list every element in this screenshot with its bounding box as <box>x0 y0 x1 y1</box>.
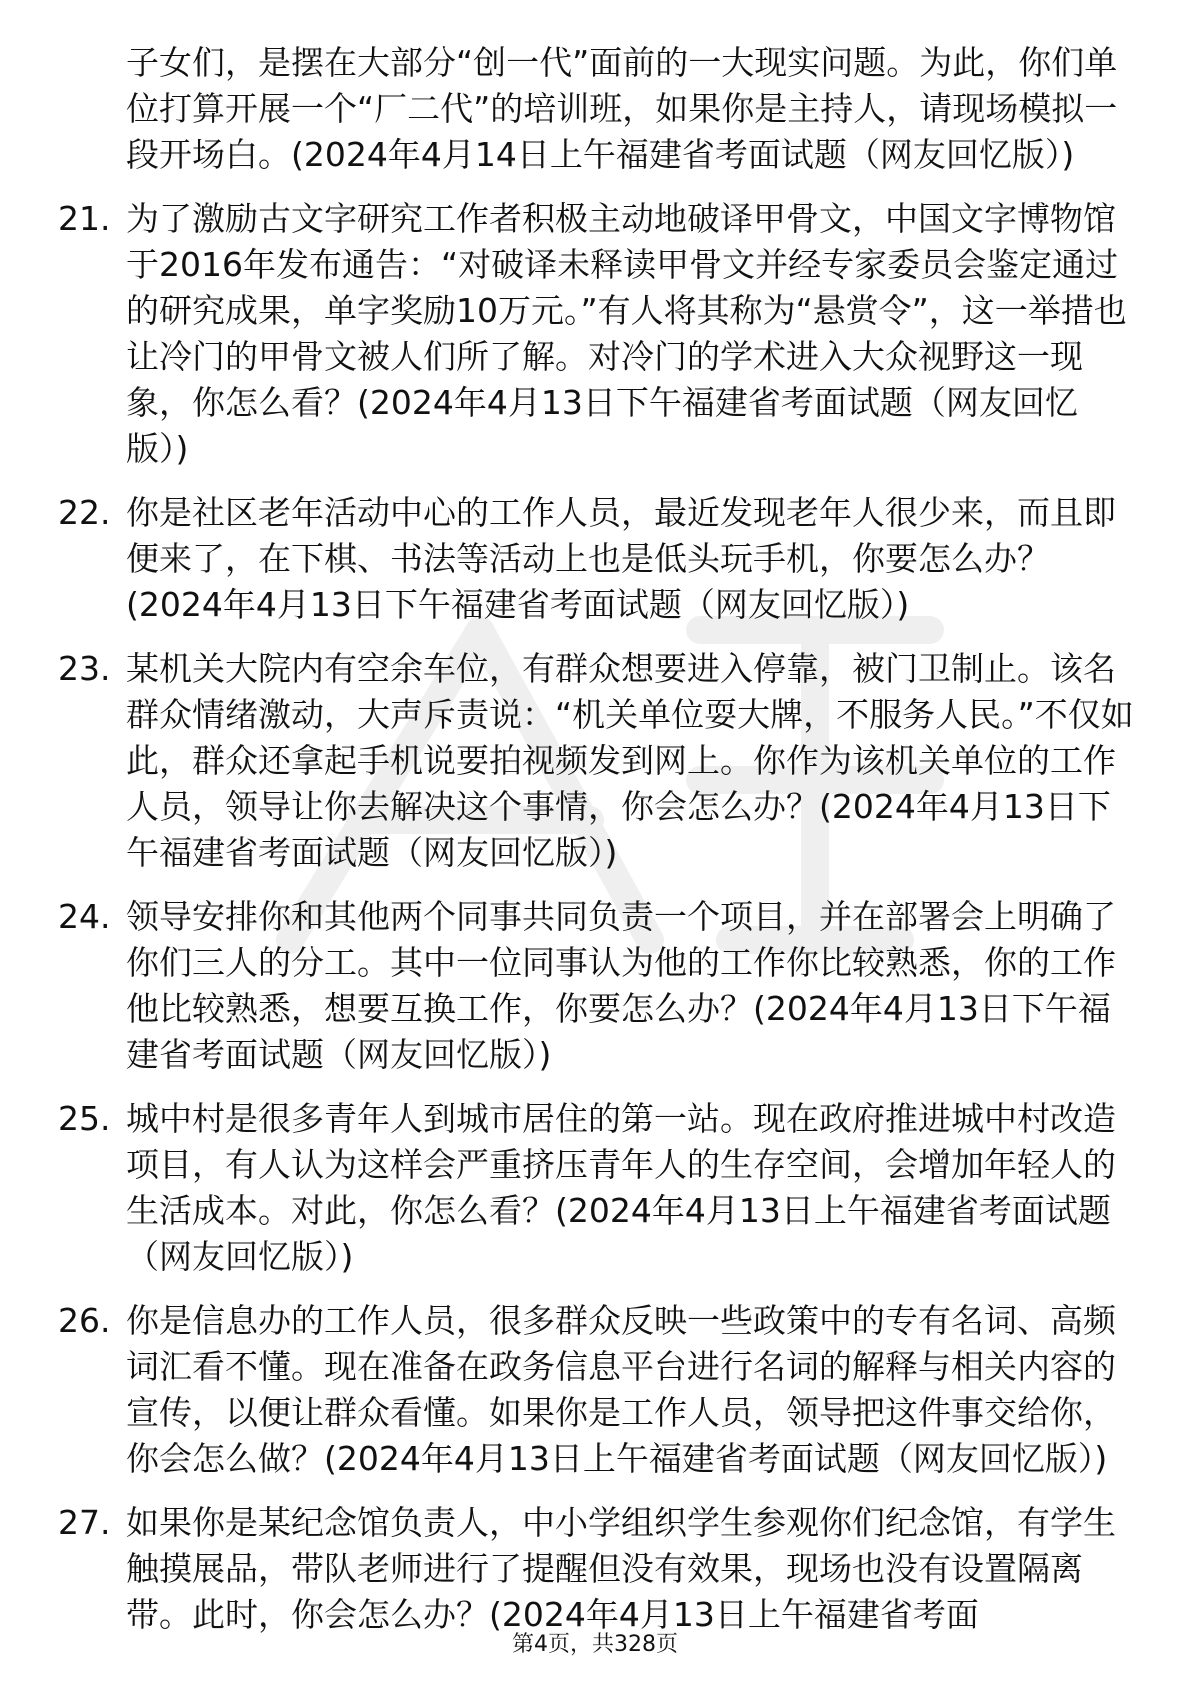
question-text: 领导安排你和其他两个同事共同负责一个项目，并在部署会上明确了你们三人的分工。其中一位同事认为他的工作你比较熟悉，你的工作他比较熟悉，想要互换工作，你要怎么办？(2024年4月13日下午福建省考面试题（网友回忆版）) <box>126 897 1116 1074</box>
question-number: 26. <box>58 1301 111 1340</box>
question-item-27 <box>58 1500 1138 1638</box>
question-number: 25. <box>58 1099 111 1138</box>
question-item-25 <box>58 1096 1138 1280</box>
continued-question-text: 子女们，是摆在大部分“创一代”面前的一大现实问题。为此，你们单位打算开展一个“厂二代”的培训班，如果你是主持人，请现场模拟一段开场白。(2024年4月14日上午福建省考面试题（网友回忆版）) <box>126 43 1118 174</box>
question-number: 22. <box>58 493 111 532</box>
question-text: 如果你是某纪念馆负责人，中小学组织学生参观你们纪念馆，有学生触摸展品，带队老师进行了提醒但没有效果，现场也没有设置隔离带。此时，你会怎么办？(2024年4月13日上午福建省考面 <box>126 1503 1116 1634</box>
page-footer: 第4页，共328页 <box>512 1632 678 1657</box>
question-text: 为了激励古文字研究工作者积极主动地破译甲骨文，中国文字博物馆于2016年发布通告：“对破译未释读甲骨文并经专家委员会鉴定通过的研究成果，单字奖励10万元。”有人将其称为“悬赏令”，这一举措也让冷门的甲骨文被人们所了解。对冷门的学术进入大众视野这一现象，你怎么看？(2024年4月13日下午福建省考面试题（网友回忆版）) <box>126 199 1127 468</box>
question-item-26 <box>58 1298 1138 1482</box>
question-number: 23. <box>58 649 111 688</box>
question-text: 某机关大院内有空余车位，有群众想要进入停靠，被门卫制止。该名群众情绪激动，大声斥责说：“机关单位耍大牌，不服务人民。”不仅如此，群众还拿起手机说要拍视频发到网上。你作为该机关单位的工作人员，领导让你去解决这个事情，你会怎么办？(2024年4月13日下午福建省考面试题（网友回忆版）) <box>126 649 1134 872</box>
question-number: 21. <box>58 199 111 238</box>
question-number: 27. <box>58 1503 111 1542</box>
question-text: 你是信息办的工作人员，很多群众反映一些政策中的专有名词、高频词汇看不懂。现在准备在政务信息平台进行名词的解释与相关内容的宣传，以便让群众看懂。如果你是工作人员，领导把这件事交给你，你会怎么做？(2024年4月13日上午福建省考面试题（网友回忆版）) <box>126 1301 1116 1478</box>
question-number: 24. <box>58 897 111 936</box>
question-item-21 <box>58 196 1138 472</box>
question-item-22 <box>58 490 1138 628</box>
question-text: 你是社区老年活动中心的工作人员，最近发现老年人很少来，而且即便来了，在下棋、书法等活动上也是低头玩手机，你要怎么办？(2024年4月13日下午福建省考面试题（网友回忆版）) <box>126 493 1116 624</box>
question-item-24 <box>58 894 1138 1078</box>
question-text: 城中村是很多青年人到城市居住的第一站。现在政府推进城中村改造项目，有人认为这样会严重挤压青年人的生存空间，会增加年轻人的生活成本。对此，你怎么看？(2024年4月13日上午福建省考面试题（网友回忆版）) <box>126 1099 1116 1276</box>
question-list <box>58 40 1138 1656</box>
question-item-23 <box>58 646 1138 876</box>
